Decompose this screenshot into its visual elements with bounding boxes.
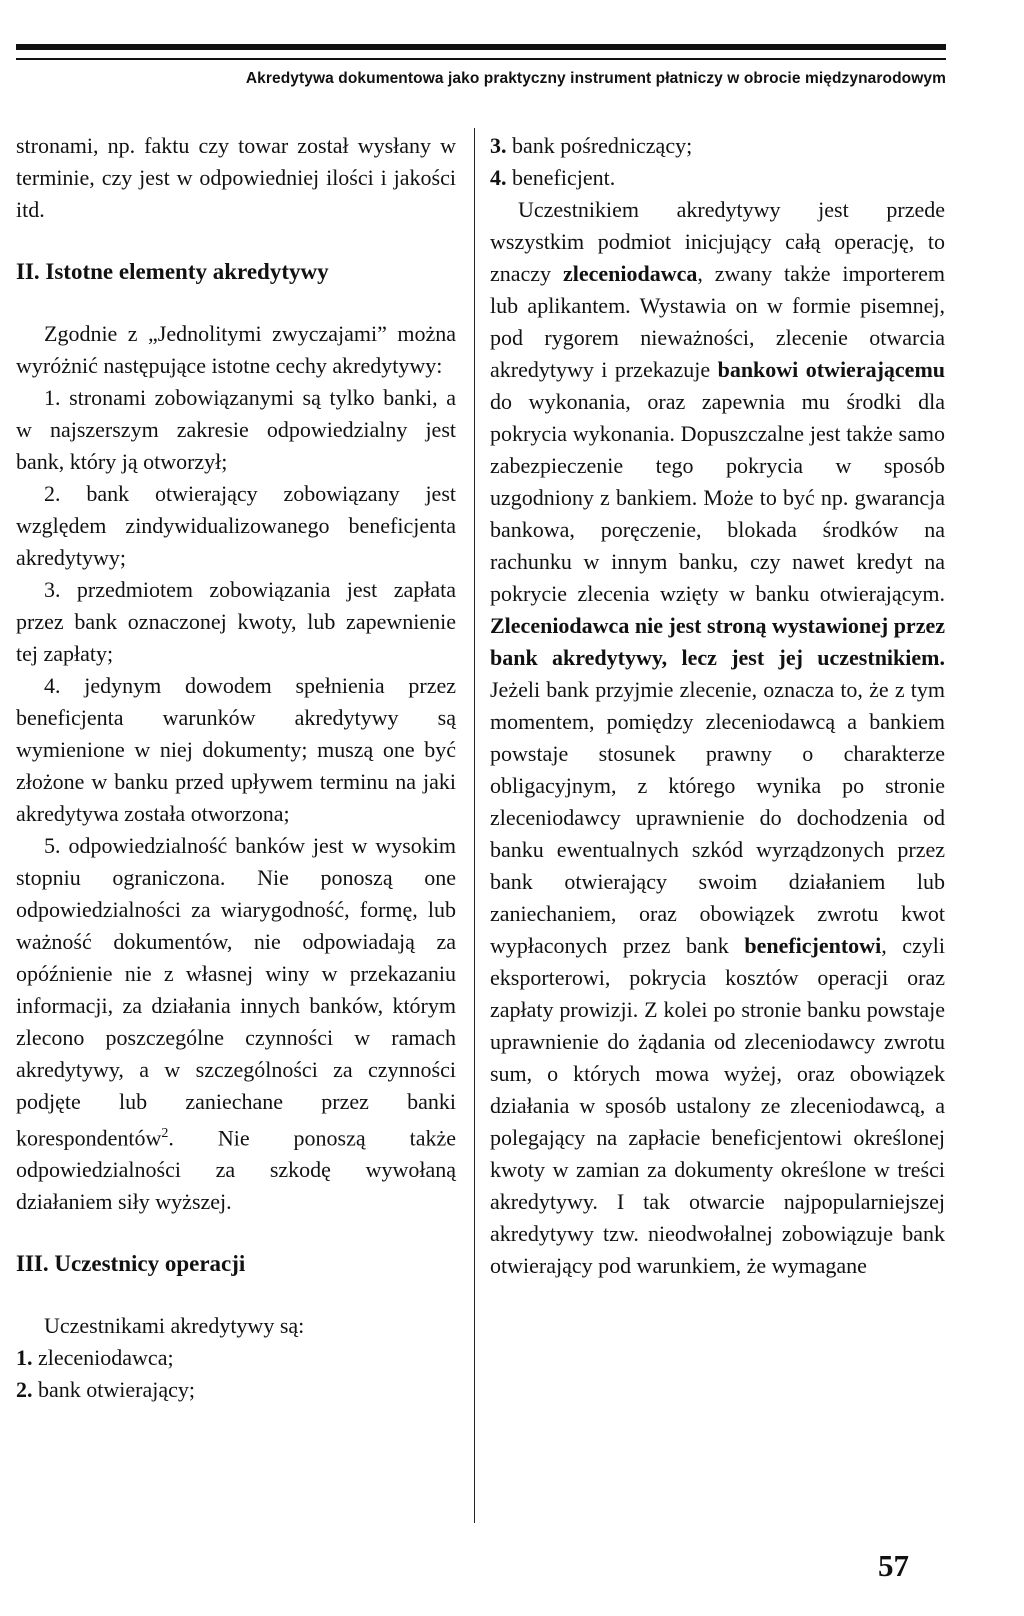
feature-item-3: 3. przedmiotem zobowiązania jest zapłata przez bank oznaczonej kwoty, lub zapewnienie tej zapłaty;	[16, 577, 456, 666]
participant-text-4: beneficjent.	[506, 165, 616, 190]
participant-text-3: bank pośredniczący;	[506, 133, 693, 158]
right-main-paragraph	[490, 194, 945, 1282]
right-column	[490, 130, 945, 1282]
page-number: 57	[878, 1548, 909, 1583]
text-run: , czyli eksporterowi, pokrycia kosztów operacji oraz zapłaty prowizji. Z kolei po stronie banku powstaje uprawnienie do żądania od zleceniodawcy zwrotu sum, o których mowa wyżej, oraz obowiązek działania w sposób ustalony ze zleceniodawcą, a polegający na zapłacie beneficjentowi określonej kwoty w zamian za dokumenty określone w treści akredytywy. I tak otwarcie najpopularniejszej akredytywy tzw. nieodwołalnej zobowiązuje bank otwierający pod warunkiem, że wymagane	[490, 933, 945, 1278]
left-paragraph-intro: Zgodnie z „Jednolitymi zwyczajami” można wyróżnić następujące istotne cechy akredytywy:	[16, 321, 456, 378]
participant-number-1: 1.	[16, 1345, 33, 1371]
header-rule-thin	[16, 58, 946, 60]
footnote-marker: 2	[161, 1126, 169, 1141]
participant-text-1: zleceniodawca;	[32, 1345, 174, 1371]
column-divider	[474, 128, 475, 1523]
section-heading-iii: III. Uczestnicy operacji	[16, 1251, 246, 1277]
feature-item-5	[16, 830, 456, 1218]
feature-item-1: 1. stronami zobowiązanymi są tylko banki, a w najszerszym zakresie odpowiedzialny jest bank, który ją otworzył;	[16, 385, 456, 474]
text-run: do wykonania, oraz zapewnia mu środki dla pokrycia wykonania. Dopuszczalne jest także samo zabezpieczenie tego pokrycia w sposób uzgodniony z bankiem. Może to być np. gwarancja bankowa, poręczenie, blokada środków na rachunku w innym banku, czy nawet kredyt na pokrycie zlecenia wzięty w banku otwierającym.	[490, 389, 945, 606]
participant-item-4	[490, 162, 945, 194]
bold-statement: Zleceniodawca nie jest stroną wystawionej przez bank akredytywy, lecz jest jej uczestnikiem.	[490, 613, 945, 670]
participants-intro: Uczestnikami akredytywy są:	[44, 1313, 305, 1339]
text-run: , zwany także importerem lub aplikantem. Wystawia on w formie pisemnej, pod rygorem nieważności, zlecenie otwarcia akredytywy i przekazuje	[490, 261, 945, 382]
bold-term-zleceniodawca: zleceniodawca	[562, 261, 698, 286]
running-head: Akredytywa dokumentowa jako praktyczny instrument płatniczy w obrocie międzynarodowym	[245, 70, 946, 87]
participant-number-4: 4.	[490, 165, 507, 190]
feature-item-4: 4. jedynym dowodem spełnienia przez beneficjenta warunków akredytywy są wymienione w niej dokumenty; muszą one być złożone w banku przed upływem terminu na jaki akredytywa została otworzona;	[16, 673, 456, 826]
participant-text-2: bank otwierający;	[32, 1377, 195, 1403]
left-paragraph-continuation: stronami, np. faktu czy towar został wysłany w terminie, czy jest w odpowiedniej ilości i jakości itd.	[16, 133, 456, 222]
text-run: Jeżeli bank przyjmie zlecenie, oznacza to, że z tym momentem, pomiędzy zleceniodawcą a bankiem powstaje stosunek prawny o charakterze obligacyjnym, z którego wynika po stronie zleceniodawcy uprawnienie do dochodzenia od banku ewentualnych szkód wyrządzonych przez bank otwierający swoim działaniem lub zaniechaniem, oraz obowiązek zwrotu kwot wypłaconych przez bank	[490, 677, 945, 958]
participant-number-2: 2.	[16, 1377, 33, 1403]
participant-item-1	[16, 1342, 456, 1374]
left-column	[16, 130, 456, 1406]
participant-number-3: 3.	[490, 133, 507, 158]
feature-item-2: 2. bank otwierający zobowiązany jest względem zindywidualizowanego beneficjenta akredytywy;	[16, 481, 456, 570]
section-heading-ii: II. Istotne elementy akredytywy	[16, 259, 329, 284]
participant-item-3	[490, 130, 945, 162]
participant-item-2	[16, 1374, 456, 1406]
feature-item-5-end: . Nie ponoszą także odpowiedzialności za szkodę wywołaną działaniem siły wyższej.	[16, 1125, 456, 1215]
bold-term-beneficjent: beneficjentowi	[744, 933, 882, 958]
bold-term-bank-otwierajacy: bankowi otwierającemu	[717, 357, 946, 382]
feature-item-5-text: 5. odpowiedzialność banków jest w wysokim stopniu ograniczona. Nie ponoszą one odpowiedzialności za wiarygodność, formę, lub ważność dokumentów, nie odpowiadają za opóźnienie nie z własnej winy w przekazaniu informacji, za działania innych banków, którym zlecono poszczególne czynności w ramach akredytywy, a w szczególności za czynności podjęte lub zaniechane przez banki korespondentów	[16, 833, 456, 1151]
text-run: Uczestnikiem akredytywy jest przede wszystkim podmiot inicjujący całą operację, to znaczy	[490, 197, 945, 286]
header-rule-thick	[16, 44, 946, 50]
